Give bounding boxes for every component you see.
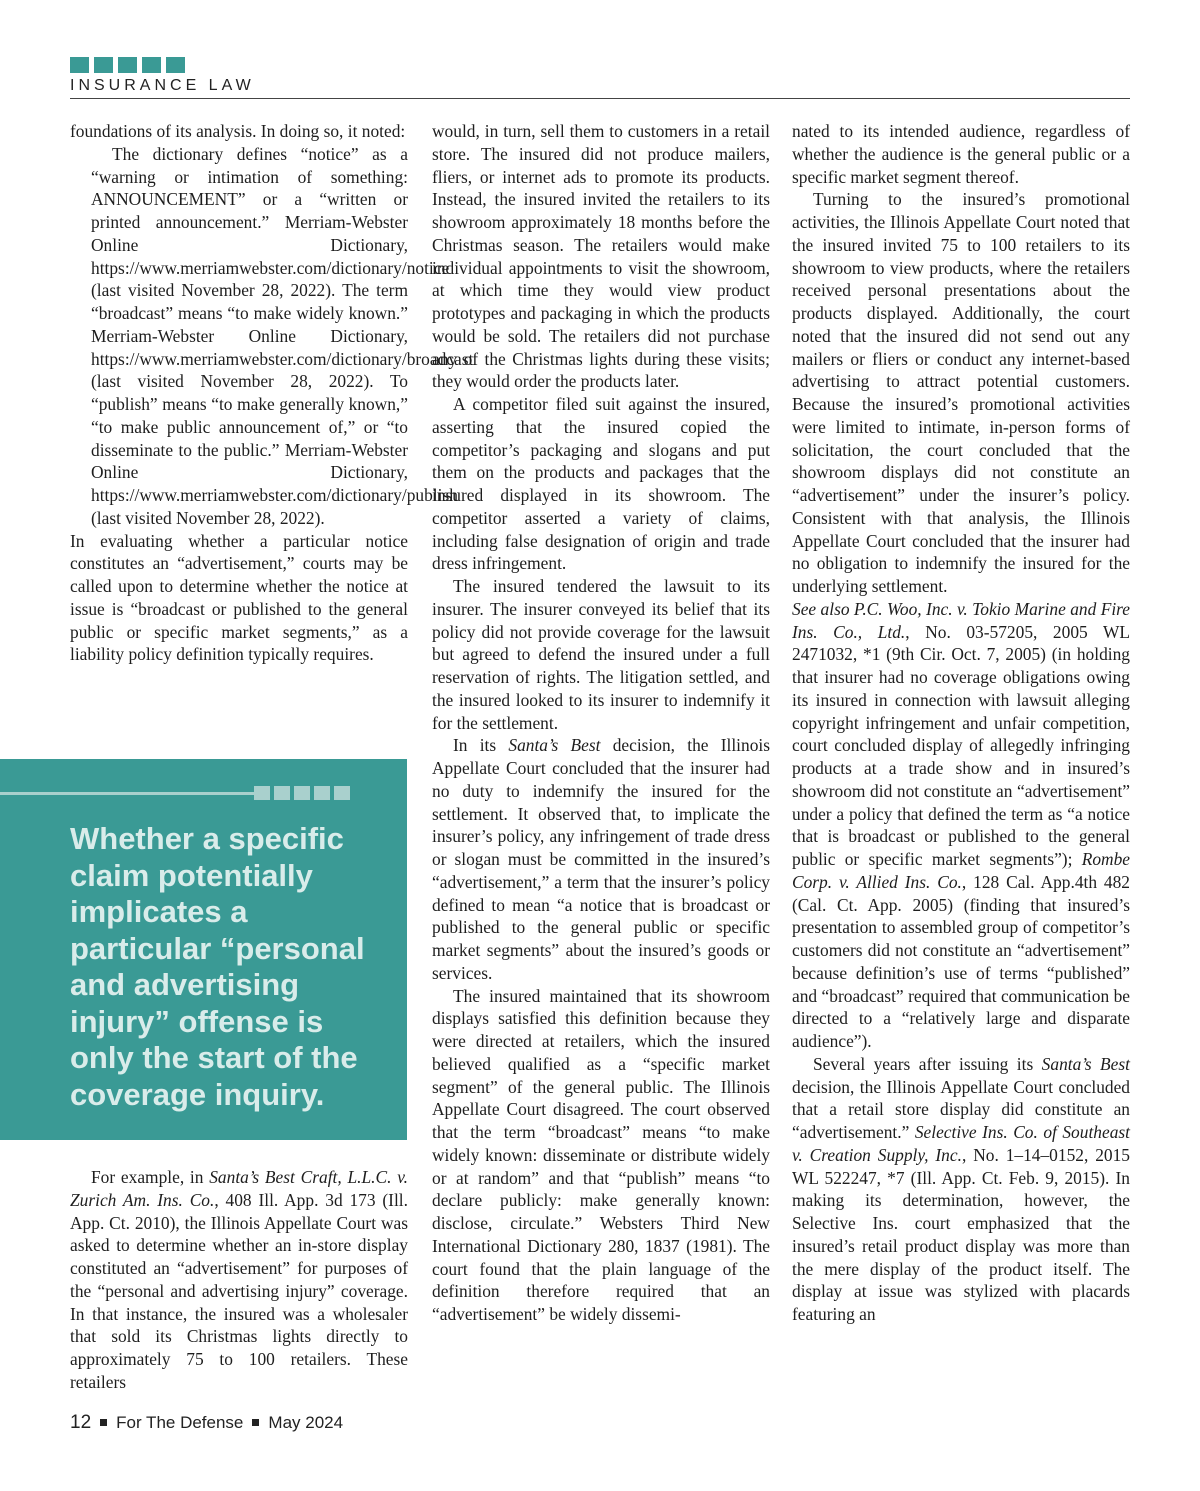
pull-quote-rule [0, 792, 255, 795]
paragraph: A competitor filed suit against the insured, asserting that the insured copied the competitor’s packaging and slogans and put them on the products and packages that the insured displayed in its showroom. The competitor asserted a variety of claims, including false designation of origin and trade dress infringement. [432, 394, 770, 574]
page-number: 12 [70, 1412, 92, 1433]
separator-square [252, 1419, 259, 1426]
column-2 [432, 120, 770, 1326]
column-3 [792, 120, 1130, 1326]
paragraph: See also P.C. Woo, Inc. v. Tokio Marine and Fire Ins. Co., Ltd., No. 03-57205, 2005 WL 2471032, *1 (9th Cir. Oct. 7, 2005) (in holding that insurer had no coverage obligations owing its insured in connection with lawsuit alleging copyright infringement and unfair competition, court concluded display of allegedly infringing products at a trade show and in insured’s showroom did not constitute an “advertisement” under a policy that defined the term as “a notice that is broadcast or published to the general public or specific market segments”); Rombe Corp. v. Allied Ins. Co., 128 Cal. App.4th 482 (Cal. Ct. App. 2005) (finding that insured’s presentation to assembled group of competitor’s customers did not constitute an “advertisement” because definition’s use of terms “published” and “broadcast” required that communication be directed to a “relatively large and disparate audience”). [792, 598, 1131, 1051]
publication-name: For The Defense [116, 1413, 244, 1432]
paragraph: nated to its intended audience, regardless of whether the audience is the general public or a specific market segment thereof. [792, 121, 1130, 187]
case-citation: Selective Ins. Co. of Southeast v. Creation Supply, Inc. [792, 1122, 1130, 1165]
page-footer [70, 1412, 343, 1434]
column-1-bottom [70, 1166, 408, 1394]
pull-quote-squares [254, 786, 350, 800]
paragraph: The insured maintained that its showroom displays satisfied this definition because they were directed at retailers, which the insured believed qualified as a “specific market segment” of the general public. The Illinois Appellate Court disagreed. The court observed that the term “broadcast” means “to make widely known: disseminate or distribute widely or at random” and that “publish” means “to declare publicly: make generally known: disclose, circulate.” Websters Third New International Dictionary 280, 1837 (1981). The court found that the plain language of the definition therefore required that an “advertisement” be widely dissemi- [432, 985, 770, 1324]
paragraph: In evaluating whether a particular notice constitutes an “advertisement,” courts may be called upon to determine whether the notice at issue is “broadcast or published to the general public or specific market segments,” as a liability policy definition typically requires. [70, 530, 408, 665]
case-citation: Santa’s Best [1041, 1053, 1130, 1074]
paragraph: would, in turn, sell them to customers in a retail store. The insured did not produce mailers, fliers, or internet ads to promote its products. Instead, the insured invited the retailers to its showroom approximately 18 months before the Christmas season. The retailers would make individual appointments to visit the showroom, at which time they would view product prototypes and packaging in which the products would be sold. The retailers did not purchase any of the Christmas lights during these visits; they would order the products later. [432, 121, 770, 392]
column-1-top [70, 120, 474, 666]
case-citation: Rombe Corp. v. Allied Ins. Co. [792, 849, 1130, 892]
paragraph: In its Santa’s Best decision, the Illinois Appellate Court concluded that the insurer had no duty to indemnify the insured for the settlement. It observed that, to implicate the insurer’s policy, any infringement of trade dress or slogan must be committed in the insured’s “advertisement,” a term that the insurer’s policy defined to mean “a notice that is broadcast or published to the general public or specific market segments” about the insured’s goods or services. [432, 735, 770, 983]
block-quote: The dictionary defines “notice” as a “warning or intimation of something: ANNOUNCEMENT” or a “written or printed announcement.” Merriam-Webster Online Dictionary, https://www.merriamwebster.com/dictionary/notice (last visited November 28, 2022). The term “broadcast” means “to make widely known.” Merriam-Webster Online Dictionary, https://www.merriamwebster.com/dictionary/broadcast (last visited November 28, 2022). To “publish” means “to make generally known,” “to make public announcement of,” or “to disseminate to the public.” Merriam-Webster Online Dictionary, https://www.merriamwebster.com/dictionary/publish (last visited November 28, 2022). [91, 143, 474, 528]
case-citation: See also P.C. Woo, Inc. v. Tokio Marine and Fire Ins. Co., Ltd. [792, 598, 1130, 642]
case-citation: Santa’s Best Craft, L.L.C. v. Zurich Am. Ins. Co. [70, 1167, 408, 1210]
paragraph: foundations of its analysis. In doing so, it noted: [70, 121, 406, 141]
pull-quote-box [0, 759, 407, 1140]
section-label: INSURANCE LAW [70, 77, 255, 94]
paragraph: Several years after issuing its Santa’s Best decision, the Illinois Appellate Court concluded that a retail store display did constitute an “advertisement.” Selective Ins. Co. of Southeast v. Creation Supply, Inc., No. 1–14–0152, 2015 WL 522247, *7 (Ill. App. Ct. Feb. 9, 2015). In making its determination, however, the Selective Ins. court emphasized that the insured’s retail product display was more than the mere display of the product itself. The display at issue was stylized with placards featuring an [792, 1053, 1130, 1324]
paragraph: The insured tendered the lawsuit to its insurer. The insurer conveyed its belief that its policy did not provide coverage for the lawsuit but agreed to defend the insured under a full reservation of rights. The litigation settled, and the insured looked to its insurer to indemnify it for the settlement. [432, 576, 770, 733]
pull-quote-text: Whether a specific claim potentially implicates a particular “personal and advertising injury” offense is only the start of the coverage inquiry. [70, 821, 365, 1112]
paragraph: For example, in Santa’s Best Craft, L.L.C. v. Zurich Am. Ins. Co., 408 Ill. App. 3d 173 (Ill. App. Ct. 2010), the Illinois Appellate Court was asked to determine whether an in-store display constituted an “advertisement” for purposes of the “personal and advertising injury” coverage. In that instance, the insured was a wholesaler that sold its Christmas lights directly to approximately 75 to 100 retailers. These retailers [70, 1167, 408, 1392]
issue-date: May 2024 [268, 1413, 344, 1432]
case-citation: Santa’s Best [508, 735, 601, 756]
section-marker-squares [70, 57, 185, 73]
paragraph: Turning to the insured’s promotional activities, the Illinois Appellate Court noted that the insured invited 75 to 100 retailers to its showroom to view products, where the retailers received personal presentations about the products displayed. Additionally, the court noted that the insured did not send out any mailers or fliers or conduct any internet-based advertising to attract potential customers. Because the insured’s promotional activities were limited to intimate, in-person forms of solicitation, the court concluded that the showroom displays did not constitute an “advertisement” under the insurer’s policy. Consistent with that analysis, the Illinois Appellate Court concluded that the insurer had no obligation to indemnify the insured for the underlying settlement. [792, 189, 1130, 596]
header-rule [70, 98, 1130, 99]
separator-square [100, 1419, 107, 1426]
